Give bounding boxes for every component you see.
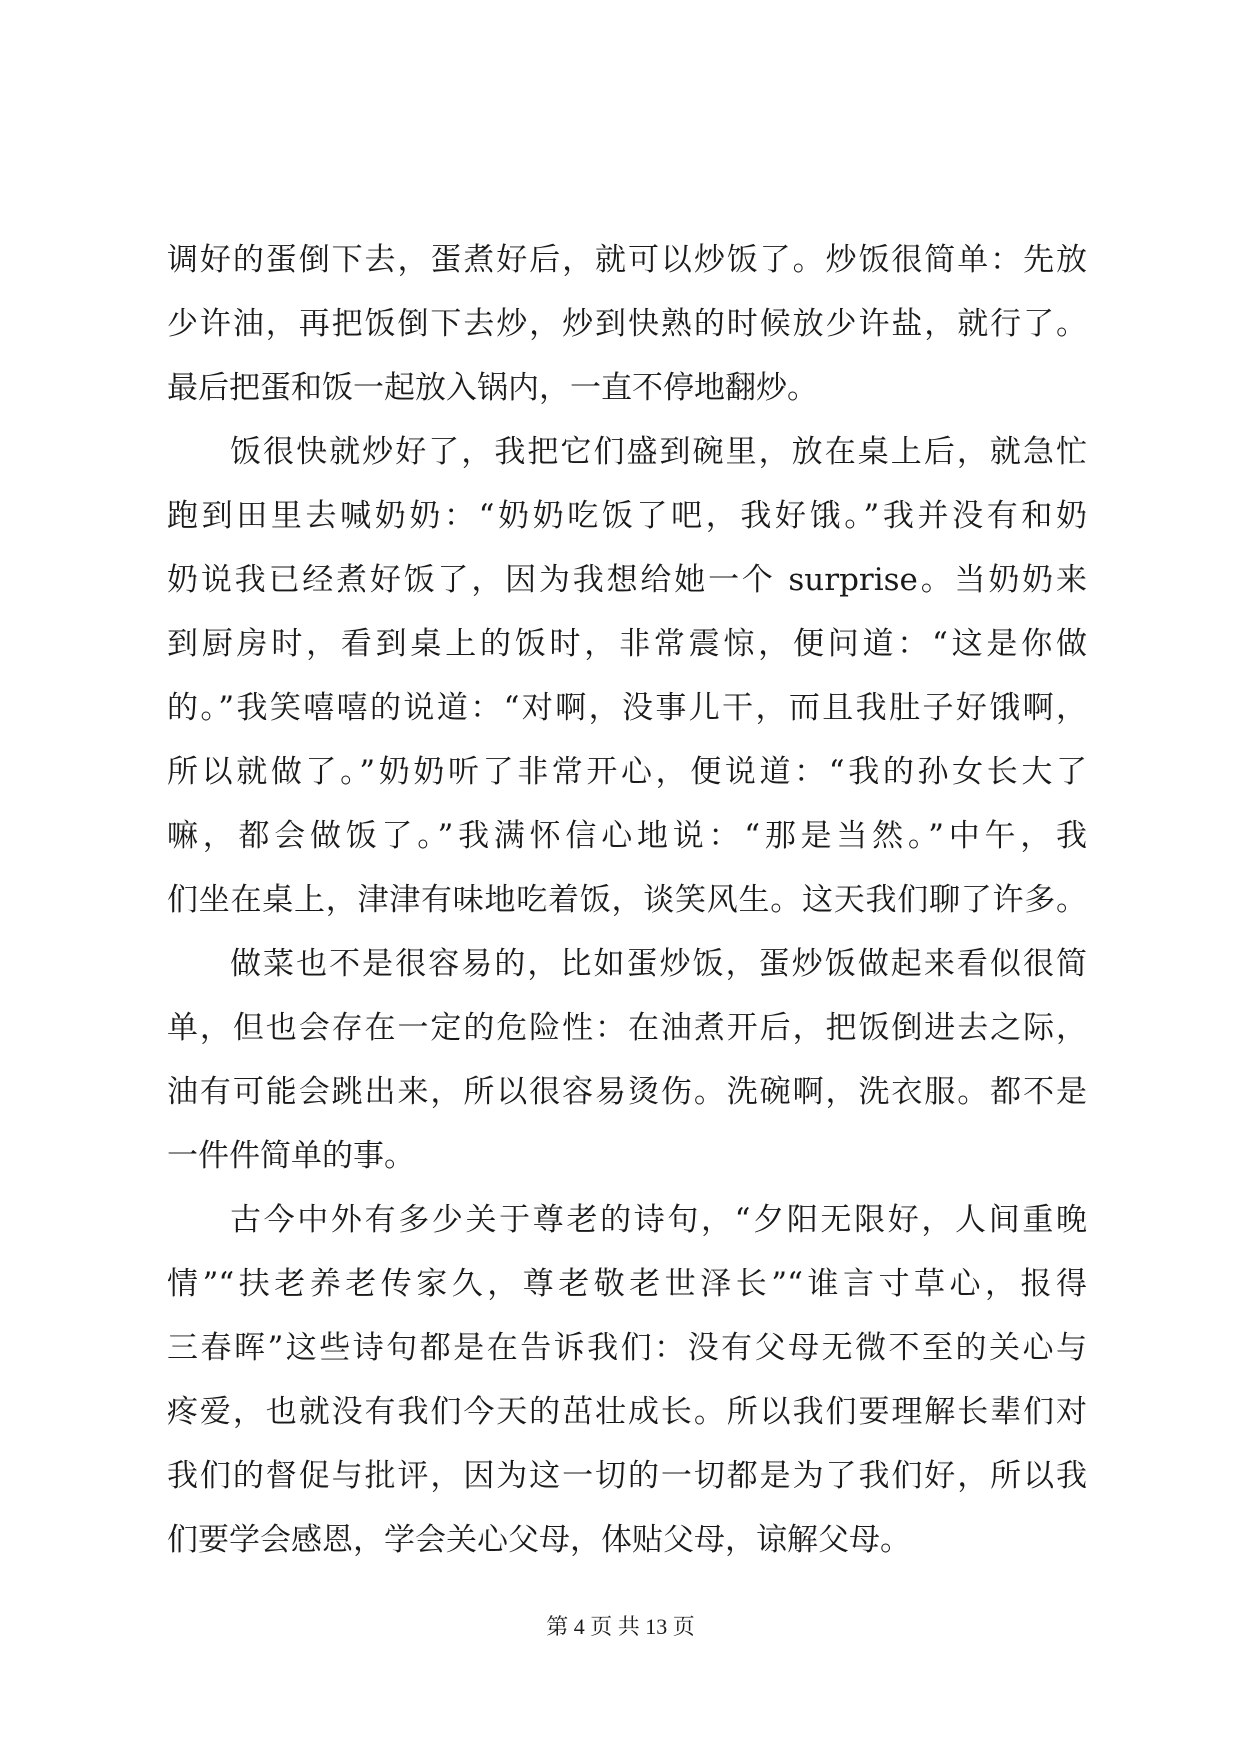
text-line: 少许油，再把饭倒下去炒，炒到快熟的时候放少许盐，就行了。: [167, 306, 1087, 342]
text-line: 古今中外有多少关于尊老的诗句，“夕阳无限好，人间重晚: [230, 1202, 1087, 1238]
text-line: 饭很快就炒好了，我把它们盛到碗里，放在桌上后，就急忙: [230, 434, 1087, 470]
text-line: 的。”我笑嘻嘻的说道：“对啊，没事儿干，而且我肚子好饿啊，: [167, 690, 1087, 726]
text-line: 所以就做了。”奶奶听了非常开心，便说道：“我的孙女长大了: [167, 754, 1087, 790]
text-line: 跑到田里去喊奶奶：“奶奶吃饭了吧，我好饿。”我并没有和奶: [167, 498, 1087, 534]
text-line: 三春晖”这些诗句都是在告诉我们：没有父母无微不至的关心与: [167, 1330, 1087, 1366]
document-body: [167, 228, 1087, 1572]
text-line: 奶说我已经煮好饭了，因为我想给她一个 surprise。当奶奶来: [167, 562, 1087, 598]
text-line: 油有可能会跳出来，所以很容易烫伤。洗碗啊，洗衣服。都不是: [167, 1074, 1087, 1110]
text-line: 最后把蛋和饭一起放入锅内，一直不停地翻炒。: [167, 370, 818, 406]
text-line: 们坐在桌上，津津有味地吃着饭，谈笑风生。这天我们聊了许多。: [167, 882, 1087, 918]
text-line: 单，但也会存在一定的危险性：在油煮开后，把饭倒进去之际，: [167, 1010, 1087, 1046]
text-line: 我们的督促与批评，因为这一切的一切都是为了我们好，所以我: [167, 1458, 1087, 1494]
text-line: 一件件简单的事。: [167, 1138, 415, 1174]
text-line: 们要学会感恩，学会关心父母，体贴父母，谅解父母。: [167, 1522, 911, 1558]
text-line: 到厨房时，看到桌上的饭时，非常震惊，便问道：“这是你做: [167, 626, 1087, 662]
text-line: 疼爱，也就没有我们今天的茁壮成长。所以我们要理解长辈们对: [167, 1394, 1087, 1430]
text-line: 嘛，都会做饭了。”我满怀信心地说：“那是当然。”中午，我: [167, 818, 1087, 854]
page-number-footer: 第 4 页 共 13 页: [546, 1614, 695, 1639]
text-line: 调好的蛋倒下去，蛋煮好后，就可以炒饭了。炒饭很简单：先放: [167, 242, 1087, 278]
text-line: 做菜也不是很容易的，比如蛋炒饭，蛋炒饭做起来看似很简: [230, 946, 1087, 982]
text-line: 情”“扶老养老传家久，尊老敬老世泽长”“谁言寸草心，报得: [167, 1266, 1087, 1302]
